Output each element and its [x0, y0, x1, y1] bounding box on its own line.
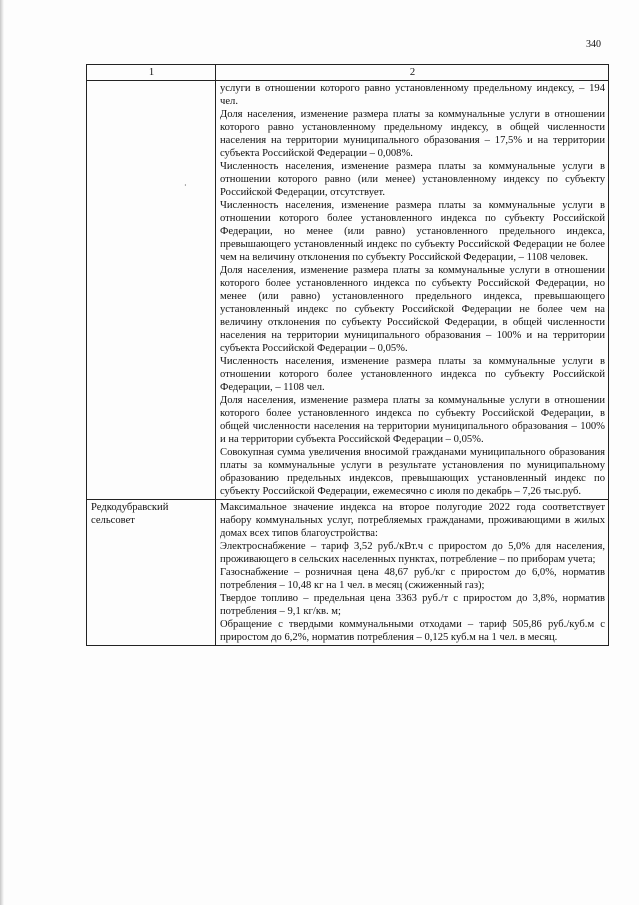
paragraph: Электроснабжение – тариф 3,52 руб./кВт.ч с приростом до 5,0% для населения, проживающего в сельских населенных пунктах, потребление – по приборам учета;: [220, 541, 605, 565]
scan-speck: ·: [184, 181, 187, 190]
column-header-1: 1: [87, 65, 216, 81]
paragraph: Доля населения, изменение размера платы за коммунальные услуги в отношении которого более установленного индекса по субъекту Российской Федерации, но менее (или равно) установленного предельного индекса, превышающего установленный индекс по субъекту Российской Федерации не более чем на величину отклонения по субъекту Российской Федерации, в общей численности населения на территории муниципального образования – 100% и на территории субъекта Российской Федерации – 0,05%.: [220, 265, 605, 354]
paragraph: Численность населения, изменение размера платы за коммунальные услуги в отношении которого равно (или менее) установленному индексу по субъекту Российской Федерации, отсутствует.: [220, 161, 605, 198]
paragraph: Газоснабжение – розничная цена 48,67 руб./кг с приростом до 6,0%, норматив потребления – 10,48 кг на 1 чел. в месяц (сжиженный газ);: [220, 567, 605, 591]
table-row: [87, 500, 609, 646]
paragraph: услуги в отношении которого равно установленному предельному индексу, – 194 чел.: [220, 83, 605, 107]
paragraph: Доля населения, изменение размера платы за коммунальные услуги в отношении которого более установленного индекса по субъекту Российской Федерации, в общей численности населения на территории муниципального образования – 100% и на территории субъекта Российской Федерации – 0,05%.: [220, 395, 605, 445]
region-cell: [87, 81, 216, 500]
paragraph: Совокупная сумма увеличения вносимой гражданами муниципального образования платы за коммунальные услуги в результате установления по муниципальному образованию предельных индексов, превышающих установленный индекс по субъекту Российской Федерации, ежемесячно с июля по декабрь – 7,26 тыс.руб.: [220, 447, 605, 497]
content-cell: [216, 81, 609, 500]
paragraph: Доля населения, изменение размера платы за коммунальные услуги в отношении которого равно установленному предельному индексу, в общей численности населения на территории муниципального образования – 17,5% и на территории субъекта Российской Федерации – 0,008%.: [220, 109, 605, 159]
page-number: 340: [586, 39, 601, 50]
paragraph: Твердое топливо – предельная цена 3363 руб./т с приростом до 3,8%, норматив потребления – 9,1 кг/кв. м;: [220, 593, 605, 617]
table-row: [87, 81, 609, 500]
paragraph: Численность населения, изменение размера платы за коммунальные услуги в отношении которого более установленного индекса по субъекту Российской Федерации, – 1108 чел.: [220, 356, 605, 393]
region-cell: Редкодубравский сельсовет: [87, 500, 216, 646]
column-header-2: 2: [216, 65, 609, 81]
paragraph: Максимальное значение индекса на второе полугодие 2022 года соответствует набору коммунальных услуг, потребляемых гражданами, проживающими в жилых домах всех типов благоустройства:: [220, 502, 605, 539]
scan-edge-shadow: [0, 0, 4, 905]
paragraph: Обращение с твердыми коммунальными отходами – тариф 505,86 руб./куб.м с приростом до 6,2%, норматив потребления – 0,125 куб.м на 1 чел. в месяц.: [220, 619, 605, 643]
content-cell: [216, 500, 609, 646]
table-header-row: [87, 65, 609, 81]
paragraph: Численность населения, изменение размера платы за коммунальные услуги в отношении которого более установленного индекса по субъекту Российской Федерации, но менее (или равно) установленного предельного индекса, превышающего установленный индекс по субъекту Российской Федерации не более чем на величину отклонения по субъекту Российской Федерации, – 1108 человек.: [220, 200, 605, 263]
document-table: [86, 64, 609, 646]
